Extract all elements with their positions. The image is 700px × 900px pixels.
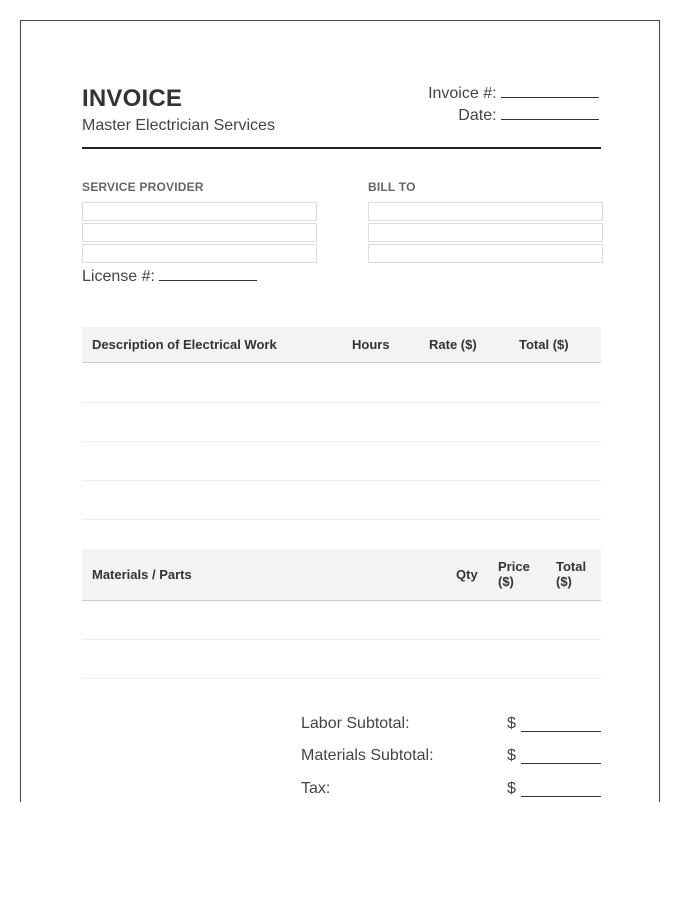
invoice-title: INVOICE: [82, 85, 183, 112]
materials-subtotal-currency: $: [507, 747, 516, 764]
labor-row-line: [82, 441, 601, 442]
invoice-subtitle: Master Electrician Services: [82, 117, 275, 134]
invoice-sheet: [20, 20, 660, 802]
license-field[interactable]: [159, 266, 257, 281]
labor-col-rate: Rate ($): [429, 337, 477, 352]
bill-to-label: BILL TO: [368, 180, 416, 194]
labor-row-line: [82, 480, 601, 481]
tax-currency: $: [507, 780, 516, 797]
tax-label: Tax:: [301, 780, 331, 797]
labor-subtotal-field[interactable]: [521, 717, 601, 732]
labor-subtotal-currency: $: [507, 715, 516, 732]
invoice-number-row: [428, 83, 599, 103]
bill-to-field-3[interactable]: [368, 244, 603, 263]
materials-subtotal-field[interactable]: [521, 749, 601, 764]
materials-col-name: Materials / Parts: [92, 567, 192, 582]
materials-col-qty: Qty: [456, 567, 478, 582]
materials-row-line: [82, 678, 601, 679]
date-field[interactable]: [501, 105, 599, 120]
bill-to-field-2[interactable]: [368, 223, 603, 242]
provider-field-3[interactable]: [82, 244, 317, 263]
service-provider-label: SERVICE PROVIDER: [82, 180, 204, 194]
materials-subtotal-label: Materials Subtotal:: [301, 747, 434, 764]
provider-field-2[interactable]: [82, 223, 317, 242]
date-row: [458, 105, 599, 125]
tax-field[interactable]: [521, 782, 601, 797]
labor-subtotal-label: Labor Subtotal:: [301, 715, 410, 732]
materials-col-price: Price ($): [498, 559, 530, 589]
labor-table-header: [82, 327, 601, 363]
labor-col-total: Total ($): [519, 337, 569, 352]
materials-table-header: [82, 549, 601, 601]
date-label: Date:: [458, 107, 497, 124]
license-label: License #:: [82, 268, 155, 285]
labor-col-hours: Hours: [352, 337, 390, 352]
invoice-number-label: Invoice #:: [428, 85, 497, 102]
provider-field-1[interactable]: [82, 202, 317, 221]
materials-col-total: Total ($): [556, 559, 587, 589]
labor-col-description: Description of Electrical Work: [92, 337, 277, 352]
invoice-number-field[interactable]: [501, 83, 599, 98]
labor-row-line: [82, 402, 601, 403]
labor-row-line: [82, 519, 601, 520]
header-divider: [82, 147, 601, 149]
license-row: [82, 266, 257, 286]
materials-row-line: [82, 639, 601, 640]
bill-to-field-1[interactable]: [368, 202, 603, 221]
